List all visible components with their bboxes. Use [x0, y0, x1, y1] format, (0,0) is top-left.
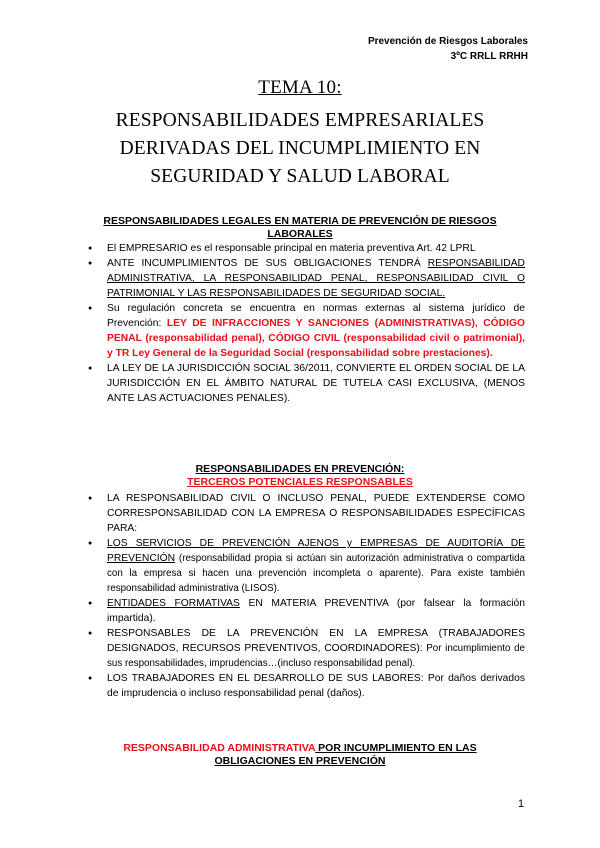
list-item-text: ANTE INCUMPLIMIENTOS DE SUS OBLIGACIONES TENDRÁ — [107, 258, 428, 269]
list-item — [80, 491, 525, 536]
list-item-text: LA LEY DE LA JURISDICCIÓN SOCIAL 36/2011, CONVIERTE EL ORDEN SOCIAL DE LA JURISDICCIÓN EN EL ÁMBITO NATURAL DE TUTELA CASI EXCLUSIVA, (MENOS ANTE LAS ACTUACIONES PENALES). — [107, 363, 525, 404]
list-item — [80, 626, 525, 671]
topic-number: TEMA 10: — [258, 77, 342, 98]
third-party-responsibles-list — [80, 491, 525, 701]
section-heading-highlight: RESPONSABILIDAD ADMINISTRATIVA — [123, 742, 316, 754]
list-item — [80, 536, 525, 596]
list-item-text: Por incumplimiento de sus responsabilidades, imprudencias…(incluso responsabilidad penal). — [107, 643, 525, 669]
list-item-underlined: LOS SERVICIOS DE PREVENCIÓN AJENOS y EMPRESAS DE AUDITORÍA DE PREVENCIÓN — [107, 538, 525, 564]
page-header — [368, 34, 528, 64]
section-heading-administrative — [100, 742, 500, 768]
list-item — [80, 596, 525, 626]
page-number: 1 — [518, 798, 525, 810]
list-item — [80, 671, 525, 701]
title-line-3: SEGURIDAD Y SALUD LABORAL — [150, 166, 450, 187]
list-item — [80, 256, 525, 301]
list-item-text: EN MATERIA PREVENTIVA (por falsear la formación impartida). — [107, 598, 526, 624]
section-heading-text: POR INCUMPLIMIENTO EN LAS OBLIGACIONES EN PREVENCIÓN — [214, 742, 477, 767]
list-item-text: Su regulación concreta se encuentra en normas externas al sistema jurídico de Prevención: — [107, 303, 525, 329]
header-course: Prevención de Riesgos Laborales — [367, 36, 528, 47]
list-item-text: LA RESPONSABILIDAD CIVIL O INCLUSO PENAL, PUEDE EXTENDERSE COMO CORRESPONSABILIDAD CON LA EMPRESA O RESPONSABILIDADES ESPECÍFICAS PARA: — [107, 493, 525, 534]
list-item-text: RESPONSABLES DE LA PREVENCIÓN EN LA EMPRESA (TRABAJADORES DESIGNADOS, RECURSOS PREVENTIVOS, COORDINADORES): — [107, 628, 525, 654]
list-item-text: LOS TRABAJADORES EN EL DESARROLLO DE SUS LABORES: Por daños derivados de imprudencia o incluso responsabilidad penal (daños). — [107, 673, 525, 699]
title-line-1: RESPONSABILIDADES EMPRESARIALES — [115, 110, 485, 131]
section-subheading: TERCEROS POTENCIALES RESPONSABLES — [187, 476, 413, 488]
list-item-text: (responsabilidad propia si actúan sin autorización administrativa o compartida con la empresa si hacen una prevención incompleta o aparente). Para existe también responsabilidad administrativa (LISOS). — [107, 553, 525, 594]
list-item-text: El EMPRESARIO es el responsable principal en materia preventiva Art. 42 LPRL — [107, 243, 476, 254]
section-heading-legal: RESPONSABILIDADES LEGALES EN MATERIA DE PREVENCIÓN DE RIESGOS LABORALES — [103, 215, 497, 240]
list-item — [80, 361, 525, 406]
header-group: 3ºC RRLL RRHH — [450, 51, 528, 62]
list-item-underlined: ENTIDADES FORMATIVAS — [107, 598, 240, 609]
list-item-highlight: LEY DE INFRACCIONES Y SANCIONES (ADMINISTRATIVAS), CÓDIGO PENAL (responsabilidad penal), CÓDIGO CIVIL (responsabilidad civil o patrimonial), y TR Ley General de la Seguridad Social (responsabilidad sobre prestaciones). — [107, 318, 525, 359]
page-title — [0, 107, 600, 191]
list-item — [80, 301, 525, 361]
legal-responsibilities-list — [80, 241, 525, 406]
section-heading-prevention — [80, 463, 520, 489]
section-heading-title: RESPONSABILIDADES EN PREVENCIÓN: — [195, 463, 405, 475]
list-item-underlined: RESPONSABILIDAD ADMINISTRATIVA, LA RESPONSABILIDAD PENAL, RESPONSABILIDAD CIVIL O PATRIMONIAL Y LAS RESPONSABILIDADES DE SEGURIDAD SOCIAL. — [107, 258, 525, 299]
list-item — [80, 241, 525, 256]
title-line-2: DERIVADAS DEL INCUMPLIMIENTO EN — [119, 138, 481, 159]
